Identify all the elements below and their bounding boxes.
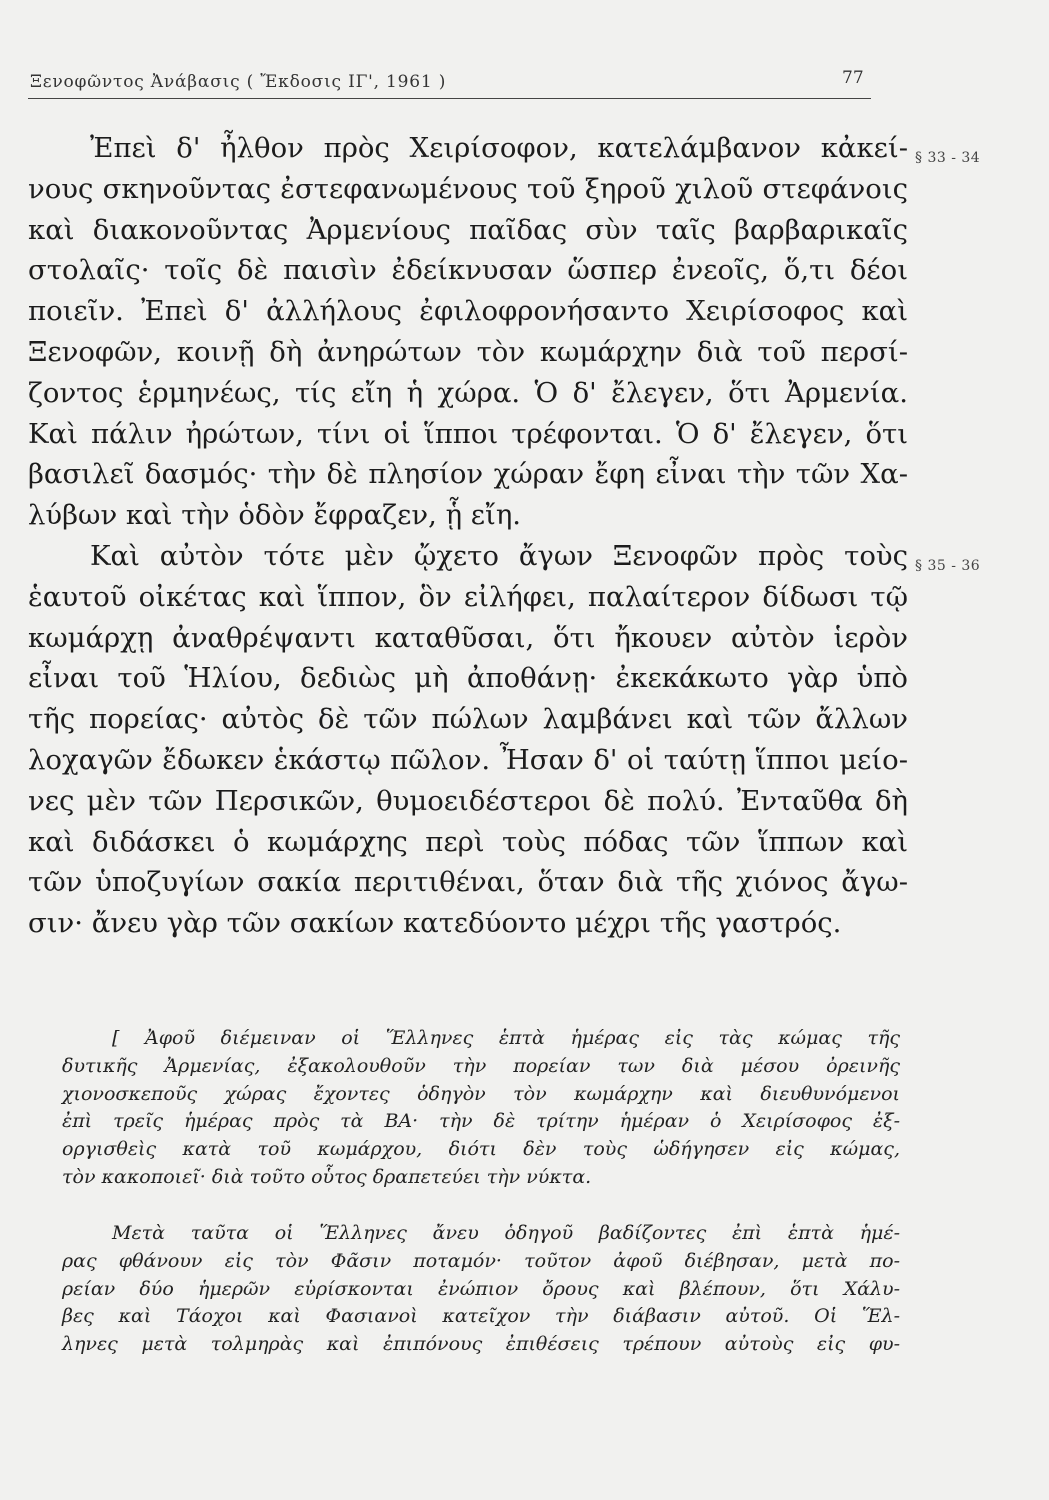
note-line: χιονοσκεποῦς χώρας ἔχοντες ὁδηγὸν τὸν κωμάρχην καὶ διευθυνόμενοι bbox=[62, 1082, 900, 1105]
note-line: ρας φθάνουν εἰς τὸν Φᾶσιν ποταμόν· τοῦτον ἀφοῦ διέβησαν, μετὰ πο- bbox=[62, 1249, 900, 1272]
note-line: οργισθεὶς κατὰ τοῦ κωμάρχου, διότι δὲν τοὺς ὡδήγησεν εἰς κώμας, bbox=[62, 1138, 900, 1161]
text-line: σιν· ἄνευ γὰρ τῶν σακίων κατεδύοντο μέχρι τῆς γαστρός. bbox=[28, 907, 842, 940]
text-line: ποιεῖν. Ἐπεὶ δ' ἀλλήλους ἐφιλοφρονήσαντο Χειρίσοφος καὶ bbox=[28, 295, 908, 328]
text-line: Καὶ πάλιν ἠρώτων, τίνι οἱ ἵπποι τρέφονται. Ὁ δ' ἔλεγεν, ὅτι bbox=[28, 417, 908, 450]
text-line: Ξενοφῶν, κοινῇ δὴ ἀνηρώτων τὸν κωμάρχην διὰ τοῦ περσί- bbox=[28, 335, 908, 368]
note-line: Μετὰ ταῦτα οἱ Ἕλληνες ἄνευ ὁδηγοῦ βαδίζοντες ἐπὶ ἑπτὰ ἡμέ- bbox=[112, 1222, 900, 1244]
translation-note-1 bbox=[62, 1025, 900, 1192]
page-number: 77 bbox=[842, 68, 864, 88]
note-line: ληνες μετὰ τολμηρὰς καὶ ἐπιπόνους ἐπιθέσεις τρέπουν αὐτοὺς εἰς φυ- bbox=[62, 1333, 900, 1356]
margin-ref-33-34: § 33 - 34 bbox=[915, 150, 981, 166]
text-line: ἑαυτοῦ οἰκέτας καὶ ἵππον, ὃν εἰλήφει, παλαίτερον δίδωσι τῷ bbox=[28, 580, 908, 613]
note-line: [ Ἀφοῦ διέμειναν οἱ Ἕλληνες ἑπτὰ ἡμέρας εἰς τὰς κώμας τῆς bbox=[112, 1027, 900, 1049]
note-line: δυτικῆς Ἀρμενίας, ἐξακολουθοῦν τὴν πορείαν των διὰ μέσου ὀρεινῆς bbox=[62, 1054, 900, 1077]
note-line: τὸν κακοποιεῖ· διὰ τοῦτο οὗτος δραπετεύει τὴν νύκτα. bbox=[62, 1165, 592, 1188]
text-line: νες μὲν τῶν Περσικῶν, θυμοειδέστεροι δὲ πολύ. Ἐνταῦθα δὴ bbox=[28, 784, 908, 817]
text-line: Ἐπεὶ δ' ἦλθον πρὸς Χειρίσοφον, κατελάμβανον κἀκεί- bbox=[90, 132, 908, 164]
text-line: τῶν ὑποζυγίων σακία περιτιθέναι, ὅταν διὰ τῆς χιόνος ἄγω- bbox=[28, 866, 908, 899]
text-line: Καὶ αὐτὸν τότε μὲν ᾤχετο ἄγων Ξενοφῶν πρὸς τοὺς bbox=[90, 539, 908, 572]
running-title: Ξενοφῶντος Ἀνάβασις ( Ἔκδοσις ΙΓ', 1961 ) bbox=[30, 72, 447, 92]
text-line: εἶναι τοῦ Ἡλίου, δεδιὼς μὴ ἀποθάνῃ· ἐκεκάκωτο γὰρ ὑπὸ bbox=[28, 662, 908, 695]
text-line: βασιλεῖ δασμός· τὴν δὲ πλησίον χώραν ἔφη εἶναι τὴν τῶν Χα- bbox=[28, 458, 908, 491]
note-line: ἐπὶ τρεῖς ἡμέρας πρὸς τὰ ΒΑ· τὴν δὲ τρίτην ἡμέραν ὁ Χειρίσοφος ἐξ- bbox=[62, 1110, 900, 1133]
text-line: λοχαγῶν ἔδωκεν ἑκάστῳ πῶλον. Ἦσαν δ' οἱ ταύτῃ ἵπποι μείο- bbox=[28, 743, 908, 776]
note-line: βες καὶ Τάοχοι καὶ Φασιανοὶ κατεῖχον τὴν διάβασιν αὐτοῦ. Οἱ Ἕλ- bbox=[62, 1305, 900, 1328]
text-line: τῆς πορείας· αὐτὸς δὲ τῶν πώλων λαμβάνει καὶ τῶν ἄλλων bbox=[28, 703, 908, 736]
text-line: καὶ διδάσκει ὁ κωμάρχης περὶ τοὺς πόδας τῶν ἵππων καὶ bbox=[28, 825, 908, 858]
note-line: ρείαν δύο ἡμερῶν εὑρίσκονται ἐνώπιον ὄρους καὶ βλέπουν, ὅτι Χάλυ- bbox=[62, 1277, 900, 1300]
main-text bbox=[28, 128, 908, 944]
text-line: κωμάρχῃ ἀναθρέψαντι καταθῦσαι, ὅτι ἤκουεν αὐτὸν ἱερὸν bbox=[28, 621, 908, 654]
margin-ref-35-36: § 35 - 36 bbox=[915, 558, 981, 574]
text-line: στολαῖς· τοῖς δὲ παισὶν ἐδείκνυσαν ὥσπερ ἐνεοῖς, ὅ,τι δέοι bbox=[28, 254, 908, 287]
text-line: νους σκηνοῦντας ἐστεφανωμένους τοῦ ξηροῦ χιλοῦ στεφάνοις bbox=[28, 172, 908, 205]
header-rule bbox=[28, 98, 871, 99]
text-line: καὶ διακονοῦντας Ἀρμενίους παῖδας σὺν ταῖς βαρβαρικαῖς bbox=[28, 213, 908, 246]
text-line: λύβων καὶ τὴν ὁδὸν ἔφραζεν, ᾗ εἴη. bbox=[28, 499, 522, 532]
text-line: ζοντος ἑρμηνέως, τίς εἴη ἡ χώρα. Ὁ δ' ἔλεγεν, ὅτι Ἀρμενία. bbox=[28, 376, 908, 409]
translation-note-2 bbox=[62, 1220, 900, 1359]
